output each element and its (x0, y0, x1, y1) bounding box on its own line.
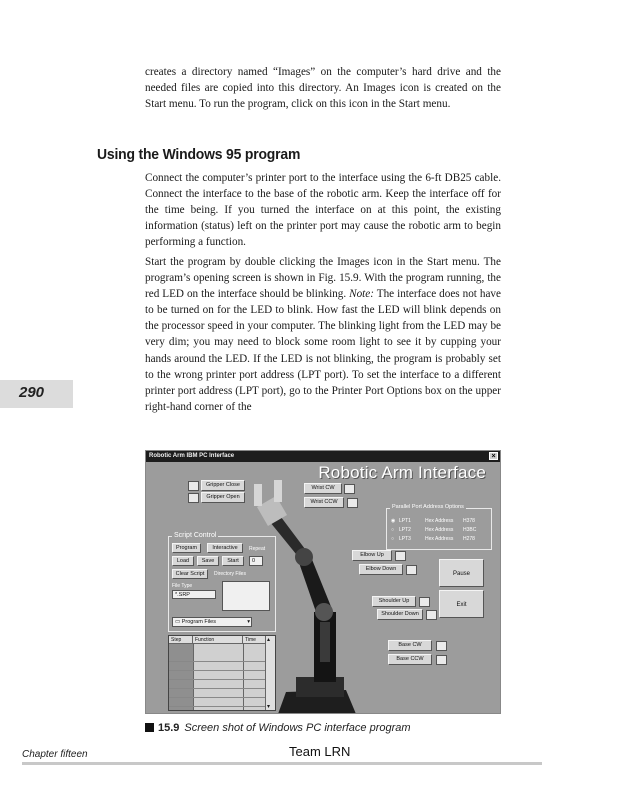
load-button[interactable]: Load (172, 556, 194, 566)
column-header-function: Function (193, 636, 243, 644)
elbow-up-led (395, 551, 406, 561)
table-row[interactable] (169, 671, 266, 680)
window-body (146, 462, 500, 713)
caption-square-icon (145, 723, 154, 732)
caption-text: Screen shot of Windows PC interface program (184, 722, 411, 734)
app-title: Robotic Arm Interface (318, 463, 486, 482)
folder-icon: ▭ (175, 619, 181, 625)
start-button[interactable]: Start (222, 556, 244, 566)
directory-files-label: Directory Files (214, 571, 246, 577)
file-type-input[interactable]: *.SRP (172, 590, 216, 599)
page-number-tab (0, 380, 73, 408)
paragraph-start-text: Start the program by double clicking the Images icon in the Start menu. The program’s opening screen is shown in Fig. 15.9. With the program running, the red LED on the interface should be blinking. (145, 256, 501, 301)
base-ccw-led (436, 655, 447, 665)
base-cw-led (436, 641, 447, 651)
repeat-input[interactable]: 0 (249, 556, 263, 566)
port-options-label: Parallel Port Address Options (392, 504, 464, 510)
wrist-ccw-led (347, 498, 358, 508)
elbow-up-button[interactable]: Elbow Up (352, 550, 392, 561)
section-heading: Using the Windows 95 program (97, 146, 301, 163)
footer-rule (22, 762, 542, 765)
paragraph-start-rest: The interface does not have to be turned on for the LED to blink. How fast the LED will blink depends on the processor speed in your computer. The blinking light from the LED may be very dim; you may need to block some room light to see it by cupping your hands around the LED. If the LED is not blinking, the program is probably set to the wrong printer port address (LPT port). To set the interface to a different printer port address (LPT port), go to the Printer Port Options box on the upper right-hand corner of the (145, 288, 501, 413)
figure-caption (145, 722, 411, 734)
gripper-close-button[interactable]: Gripper Close (201, 480, 245, 491)
pause-button[interactable]: Pause (439, 559, 484, 587)
file-type-label: File Type (172, 583, 193, 589)
gripper-open-button[interactable]: Gripper Open (201, 492, 245, 503)
radio-selected-icon: ◉ (391, 518, 396, 524)
table-row[interactable] (169, 653, 266, 662)
script-control-label: Script Control (174, 532, 217, 539)
exit-button[interactable]: Exit (439, 590, 484, 618)
script-grid[interactable] (168, 635, 276, 711)
script-control-group (168, 532, 276, 632)
table-row[interactable] (169, 689, 266, 698)
radio-icon: ○ (391, 527, 395, 533)
footer-team: Team LRN (289, 744, 351, 759)
shoulder-down-button[interactable]: Shoulder Down (377, 609, 423, 620)
directory-files-list[interactable] (222, 581, 270, 611)
paragraph-intro: creates a directory named “Images” on the computer’s hard drive and the needed files are copied into this directory. An Images icon is created on the Start menu. To run the program, click on this icon in the Start menu. (145, 66, 501, 111)
paragraph-start (145, 254, 501, 415)
save-button[interactable]: Save (197, 556, 219, 566)
close-icon[interactable]: × (489, 452, 498, 460)
window-titlebar (146, 451, 500, 462)
radio-icon: ○ (391, 536, 395, 542)
paragraph-connect: Connect the computer’s printer port to the interface using the 6-ft DB25 cable. Connect the interface to the base of the robotic arm. Keep the interface off for the time being. If you turned the interface on at this point, the existing information (status) left on the printer port may cause the robotic arm to begin performing a function. (145, 172, 501, 249)
repeat-label: Repeat (249, 546, 266, 552)
table-row[interactable] (169, 680, 266, 689)
scroll-up-icon[interactable]: ▴ (267, 637, 271, 643)
scrollbar[interactable] (265, 636, 275, 710)
column-header-step: Step (169, 636, 193, 644)
table-row[interactable] (169, 662, 266, 671)
file-type-dropdown[interactable] (172, 617, 252, 627)
chevron-down-icon: ▾ (247, 619, 250, 625)
table-row[interactable] (169, 698, 266, 707)
figure-screenshot (145, 450, 501, 714)
port-options-group: Parallel Port Address Options ◉ LPT1 Hex Address H378 ○ LPT2 Hex Address H3BC ○ LPT3 Hex Address H278 (386, 508, 492, 550)
shoulder-up-button[interactable]: Shoulder Up (372, 596, 416, 607)
dropdown-value: Program Files (181, 619, 216, 625)
elbow-down-button[interactable]: Elbow Down (359, 564, 403, 575)
wrist-cw-led (344, 484, 355, 494)
column-header-time: Time (243, 636, 268, 644)
shoulder-down-led (426, 610, 437, 620)
elbow-down-led (406, 565, 417, 575)
wrist-cw-button[interactable]: Wrist CW (304, 483, 342, 494)
interactive-button[interactable]: Interactive (207, 543, 243, 553)
clear-script-button[interactable]: Clear Script (172, 569, 208, 579)
program-button[interactable]: Program (172, 543, 201, 553)
gripper-close-led (188, 481, 199, 491)
footer-chapter: Chapter fifteen (22, 749, 88, 760)
base-ccw-button[interactable]: Base CCW (388, 654, 432, 665)
gripper-open-led (188, 493, 199, 503)
scroll-down-icon[interactable]: ▾ (267, 704, 271, 710)
caption-number: 15.9 (158, 722, 180, 734)
shoulder-up-led (419, 597, 430, 607)
wrist-ccw-button[interactable]: Wrist CCW (304, 497, 344, 508)
note-label: Note: (349, 288, 374, 301)
window-title: Robotic Arm IBM PC Interface (149, 453, 235, 459)
page-number: 290 (19, 384, 45, 401)
base-cw-button[interactable]: Base CW (388, 640, 432, 651)
